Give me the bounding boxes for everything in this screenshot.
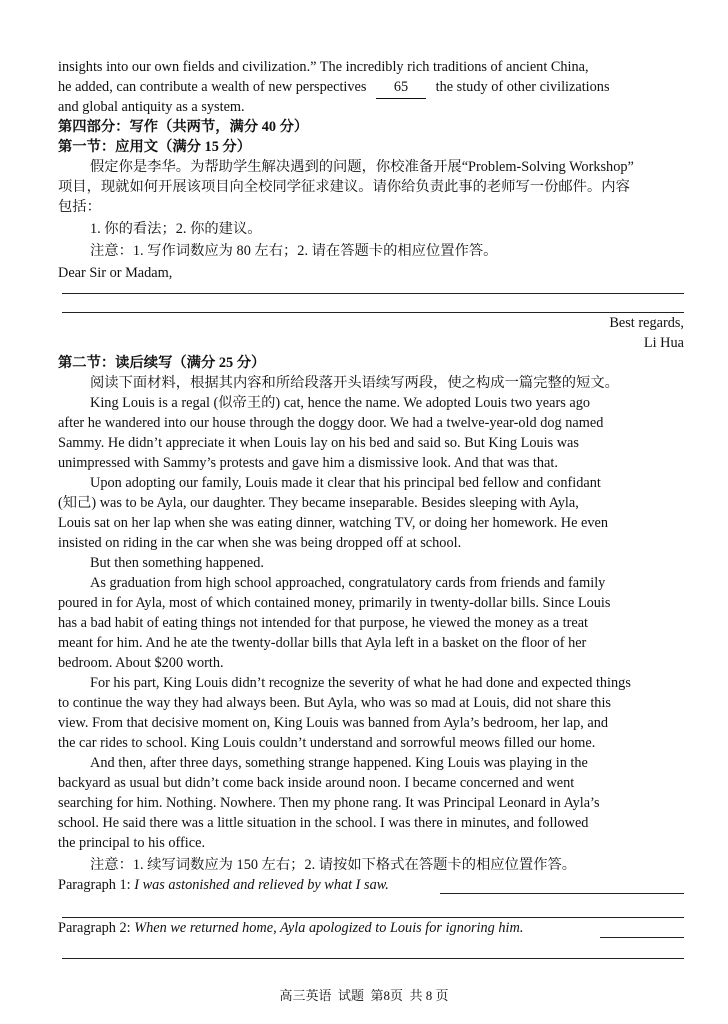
section2-note: 注意：1. 续写词数应为 150 左右；2. 请按如下格式在答题卡的相应位置作答。 [90,857,577,873]
passage-line: As graduation from high school approached, congratulatory cards from friends and family [90,575,606,591]
section1-prompt-3: 包括： [58,199,101,215]
passage-line: meant for him. And he ate the twenty-dollar bills that Ayla left in a basket on the floor of her [58,635,587,651]
part4-heading: 第四部分：写作（共两节，满分 40 分） [58,119,309,135]
passage-line: insisted on riding in the car when she was being dropped off at school. [58,535,462,551]
passage-line: after he wandered into our house through the doggy door. We had a twelve-year-old dog named [58,415,604,431]
passage-line: Louis sat on her lap when she was eating dinner, watching TV, or doing her homework. He even [58,515,608,531]
paragraph-2-prompt [58,919,523,939]
answer-line [62,917,684,918]
passage-line: view. From that decisive moment on, King Louis was banned from Ayla’s bedroom, her lap, and [58,715,609,731]
passage-line: has a bad habit of eating things not intended for that purpose, he viewed the money as a treat [58,615,589,631]
passage-line: backyard as usual but didn’t come back inside around noon. I became concerned and went [58,775,575,791]
passage-line: bedroom. About $200 worth. [58,655,224,671]
passage-line: Upon adopting our family, Louis made it clear that his principal bed fellow and confidant [90,475,601,491]
section2-instruction: 阅读下面材料，根据其内容和所给段落开头语续写两段，使之构成一篇完整的短文。 [90,375,619,391]
passage-line: the principal to his office. [58,835,206,851]
passage-line: But then something happened. [90,555,264,571]
section1-note: 注意：1. 写作词数应为 80 左右；2. 请在答题卡的相应位置作答。 [90,243,498,259]
passage-line: to continue the way they had always been. But Ayla, who was so mad at Louis, did not share this [58,695,611,711]
answer-line [62,293,684,294]
intro-line-3: and global antiquity as a system. [58,99,245,115]
passage-line: For his part, King Louis didn’t recognize the severity of what he had done and expected things [90,675,631,691]
section1-points: 1. 你的看法；2. 你的建议。 [90,221,262,237]
passage-line: the car rides to school. King Louis couldn’t understand and sorrowful meows filled our home. [58,735,596,751]
answer-line [600,937,684,938]
closing: Best regards, [609,315,684,331]
paragraph-2-label: Paragraph 2: [58,920,131,936]
salutation: Dear Sir or Madam, [58,265,173,281]
passage-line: And then, after three days, something strange happened. King Louis was playing in the [90,755,588,771]
paragraph-1-text: I was astonished and relieved by what I saw. [134,877,389,893]
answer-line [62,312,684,313]
intro-line-2a: he added, can contribute a wealth of new perspectives [58,79,367,95]
intro-line-1: insights into our own fields and civilization.” The incredibly rich traditions of ancient China, [58,59,589,75]
paragraph-1-prompt [58,876,389,896]
passage-line: school. He said there was a little situation in the school. I was there in minutes, and followed [58,815,589,831]
passage-line: (知己) was to be Ayla, our daughter. They became inseparable. Besides sleeping with Ayla, [58,495,579,511]
passage-line: King Louis is a regal (似帝王的) cat, hence the name. We adopted Louis two years ago [90,395,591,411]
signature-name: Li Hua [643,335,684,351]
intro-line-2b: the study of other civilizations [435,79,610,95]
paragraph-2-text: When we returned home, Ayla apologized to Louis for ignoring him. [134,920,524,936]
intro-line-2 [58,78,610,99]
answer-line [440,893,684,894]
passage-line: searching for him. Nothing. Nowhere. Then my phone rang. It was Principal Leonard in Ayla’s [58,795,600,811]
section1-prompt-2: 项目，现就如何开展该项目向全校同学征求建议。请你给负责此事的老师写一份邮件。内容 [58,179,630,195]
passage-line: Sammy. He didn’t appreciate it when Louis lay on his bed and said so. But King Louis was [58,435,579,451]
section2-heading: 第二节：读后续写（满分 25 分） [58,355,266,371]
answer-line [62,958,684,959]
page-footer: 高三英语 试题 第8页 共 8 页 [279,988,449,1003]
passage-line: poured in for Ayla, most of which contained money, primarily in twenty-dollar bills. Since Louis [58,595,611,611]
passage-line: unimpressed with Sammy’s protests and gave him a dismissive look. And that was that. [58,455,558,471]
blank-65: 65 [376,78,426,99]
section1-heading: 第一节：应用文（满分 15 分） [58,139,252,155]
paragraph-1-label: Paragraph 1: [58,877,131,893]
section1-prompt-1: 假定你是李华。为帮助学生解决遇到的问题，你校准备开展“Problem-Solving Workshop” [90,159,634,175]
